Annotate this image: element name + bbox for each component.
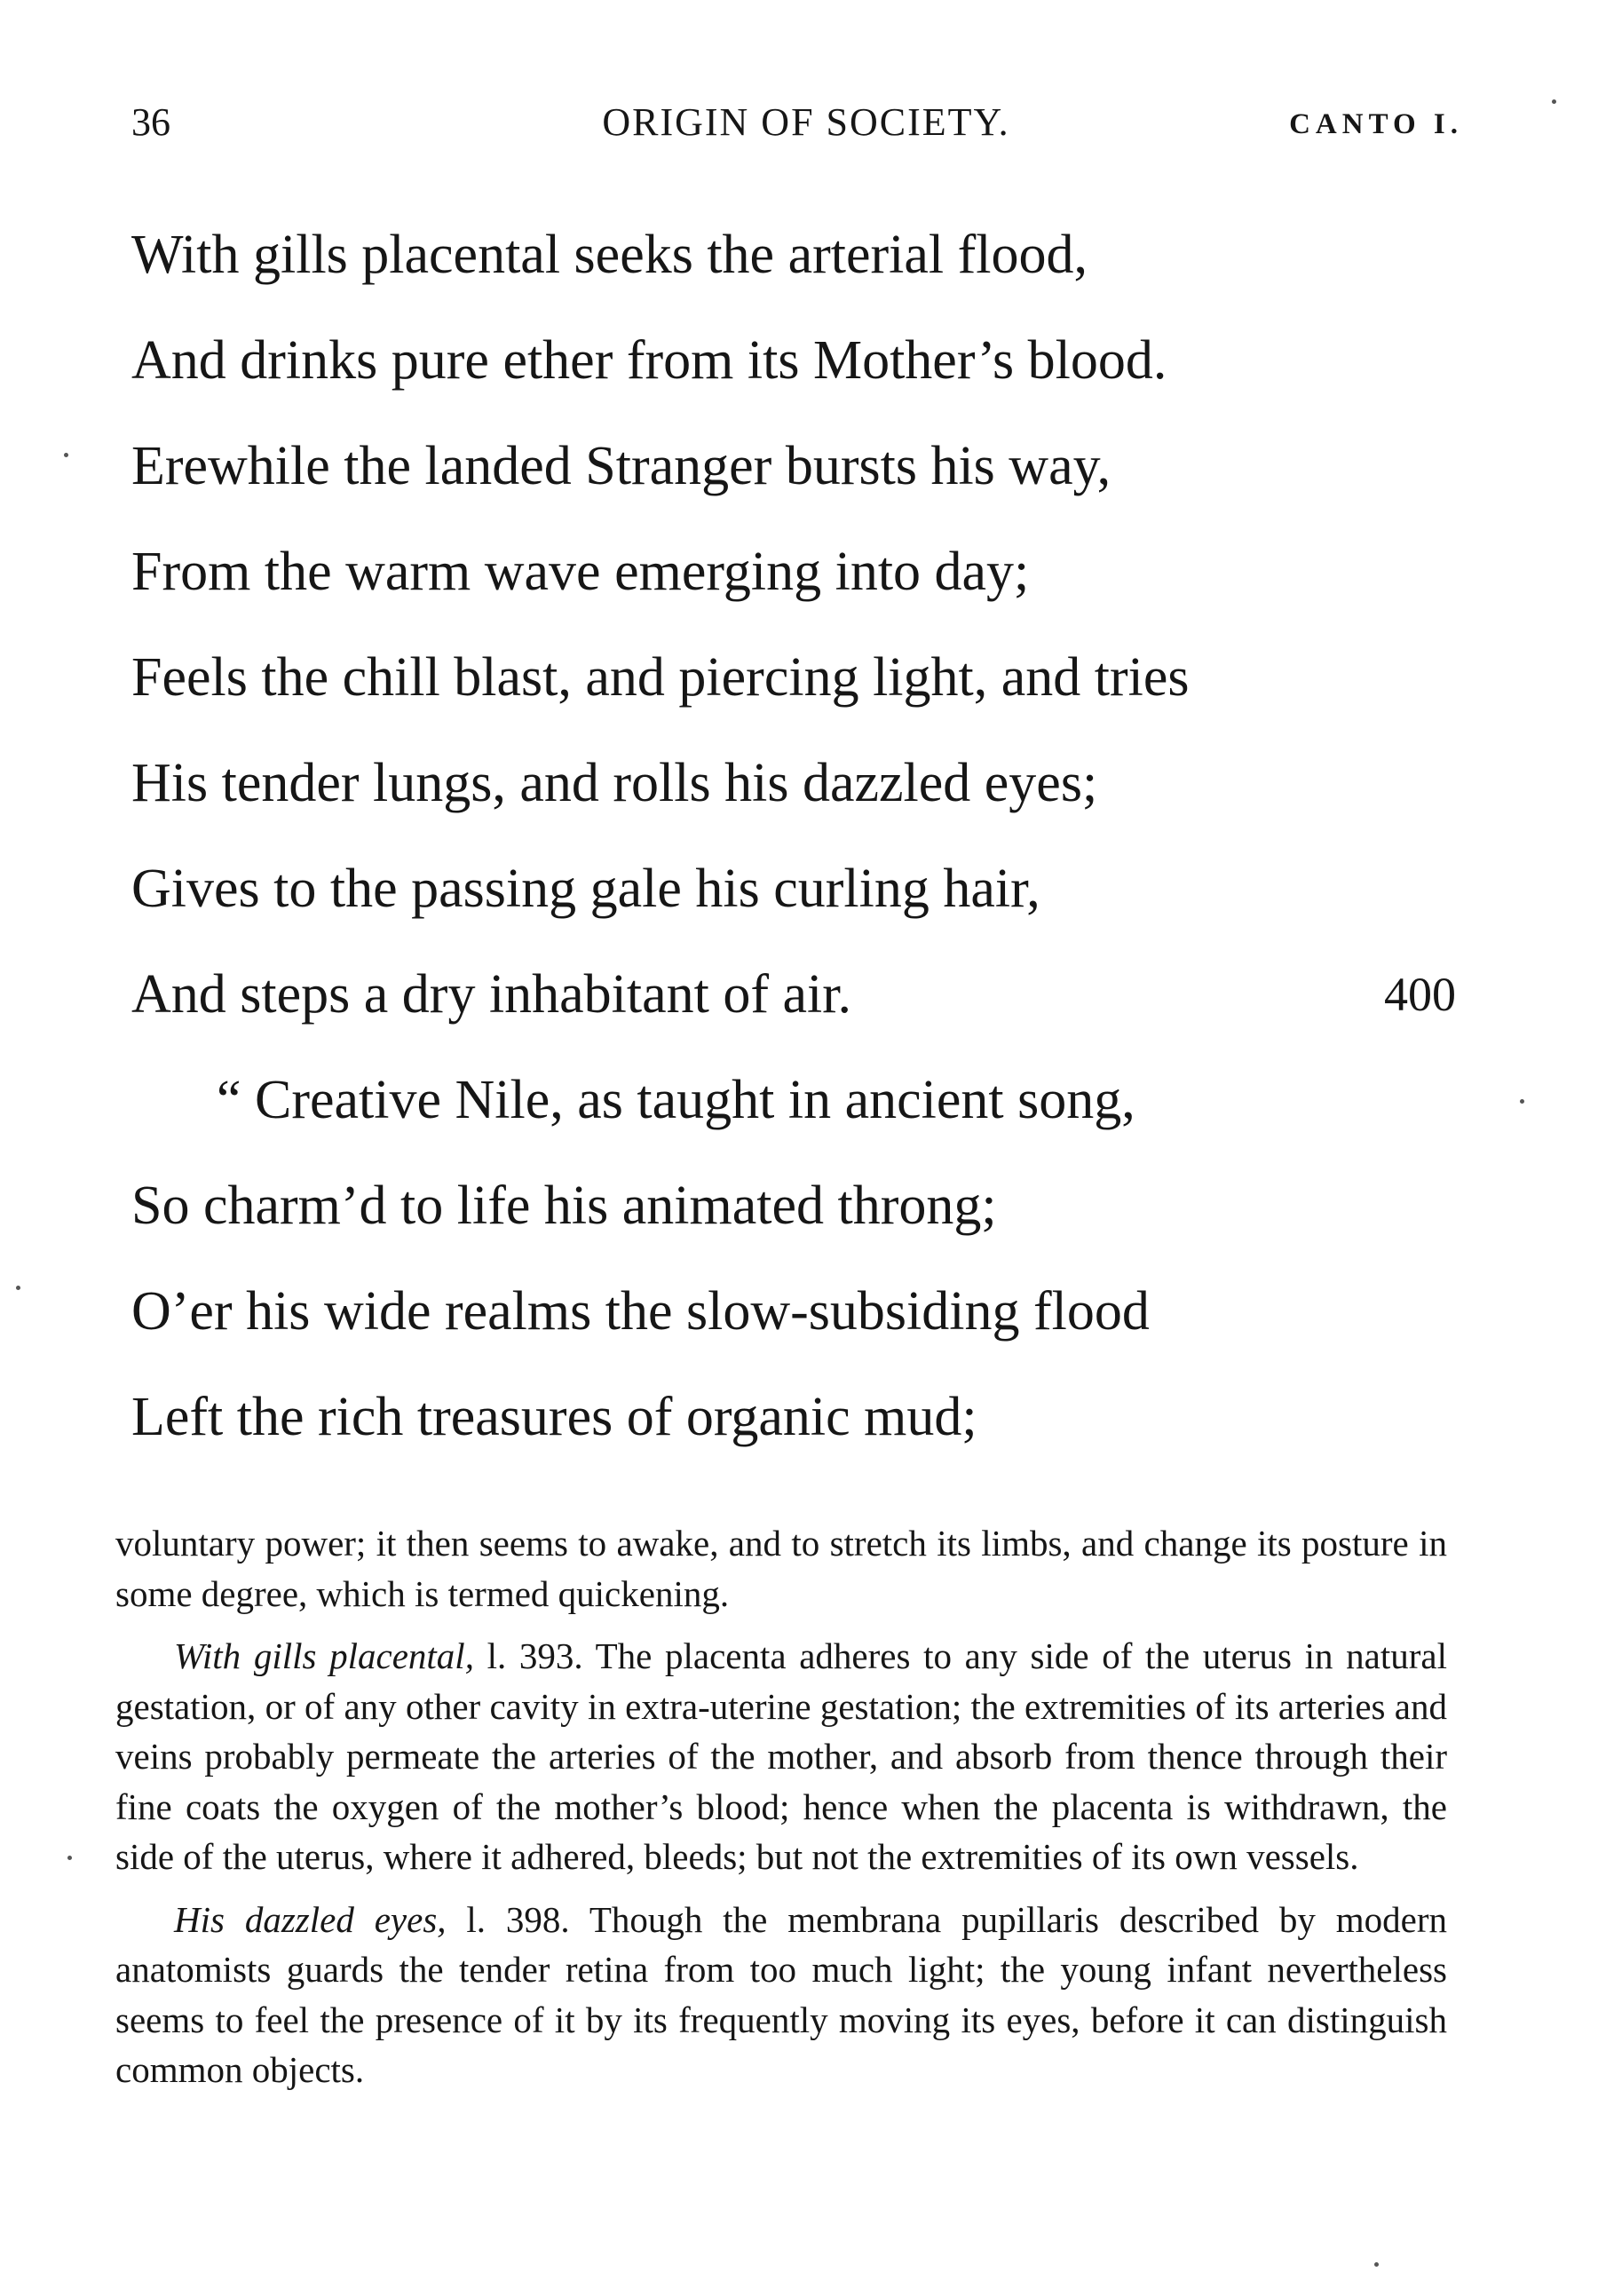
paper-speck <box>16 1286 20 1290</box>
verse-text: So charm’d to life his animated throng; <box>131 1176 997 1236</box>
verse-line <box>131 942 1463 1048</box>
footnote-text: l. 393. The placenta adheres to any side of the uterus in natural gestation, or of any other cavity in extra-uterine gestation; the extremities of its arteries and veins probably permeate the arteries of the mother, and absorb from thence through their fine coats the oxygen of the mother’s blood; hence when the placenta is withdrawn, the side of the uterus, where it adhered, bleeds; but not the extremities of its own vessels. <box>115 1635 1448 1877</box>
footnote-continuation: voluntary power; it then seems to awake, and to stretch its limbs, and change its posture in some degree, which is termed quickening. <box>115 1523 1447 1614</box>
verse-line <box>131 414 1463 519</box>
verse-line <box>131 1259 1463 1365</box>
footnote-dazzled-eyes <box>115 1895 1447 2095</box>
paper-speck <box>67 1856 72 1860</box>
verse-line <box>131 202 1463 308</box>
verse-text: Erewhile the landed Stranger bursts his way, <box>131 436 1111 496</box>
verse-line <box>131 1048 1463 1153</box>
footnote-lemma: His dazzled eyes, <box>174 1898 447 1940</box>
verse-text: “ Creative Nile, as taught in ancient song, <box>217 1070 1135 1130</box>
footnote-lemma: With gills placental, <box>174 1635 474 1676</box>
verse-text: From the warm wave emerging into day; <box>131 542 1030 602</box>
paper-speck <box>1374 2262 1379 2267</box>
verse-line <box>131 625 1463 731</box>
verse-text: His tender lungs, and rolls his dazzled eyes; <box>131 753 1098 813</box>
verse-text: O’er his wide realms the slow-subsiding flood <box>131 1281 1150 1342</box>
running-header <box>131 99 1463 153</box>
line-number: 400 <box>1384 968 1456 1021</box>
footnote-placenta <box>115 1631 1447 1882</box>
verse-line <box>131 519 1463 625</box>
footnotes <box>115 1518 1447 2108</box>
verse-text: And steps a dry inhabitant of air. <box>131 964 851 1025</box>
running-title: ORIGIN OF SOCIETY. <box>602 100 1010 144</box>
verse-text: Gives to the passing gale his curling hair, <box>131 859 1040 919</box>
verse-text: Feels the chill blast, and piercing light, and tries <box>131 647 1190 708</box>
paper-speck <box>1520 1099 1524 1104</box>
verse-line <box>131 836 1463 942</box>
verse-line <box>131 1153 1463 1259</box>
verse-text: And drinks pure ether from its Mother’s blood. <box>131 330 1167 391</box>
canto-label: CANTO I. <box>1289 108 1463 140</box>
verse-line <box>131 1365 1463 1470</box>
paper-speck <box>1552 99 1556 104</box>
verse-line <box>131 308 1463 414</box>
verse-text: With gills placental seeks the arterial flood, <box>131 225 1088 285</box>
footnote-text: l. 398. Though the membrana pupillaris described by modern anatomists guards the tender retina from too much light; the young infant nevertheless seems to feel the presence of it by its frequently moving its eyes, before it can distinguish common objects. <box>115 1898 1447 2090</box>
paper-speck <box>64 453 68 457</box>
verse-line <box>131 731 1463 836</box>
page-number: 36 <box>131 100 170 144</box>
verse-block <box>131 202 1463 1470</box>
verse-text: Left the rich treasures of organic mud; <box>131 1387 977 1447</box>
